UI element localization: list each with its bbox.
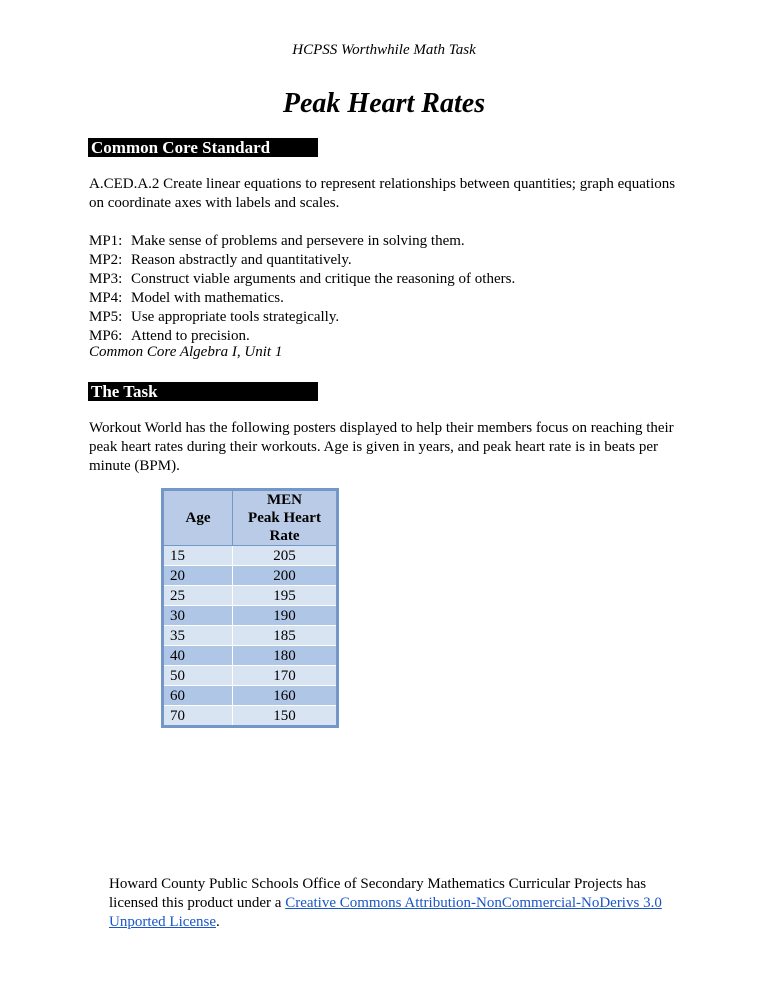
- practice-code: MP4:: [89, 290, 123, 306]
- table-row: [164, 566, 336, 586]
- rate-cell: 150: [233, 706, 337, 726]
- table-row: [164, 686, 336, 706]
- table-title: MEN: [267, 492, 302, 508]
- practice-text: Model with mathematics.: [131, 290, 284, 306]
- age-cell: 20: [164, 566, 233, 586]
- age-cell: 30: [164, 606, 233, 626]
- rate-cell: 190: [233, 606, 337, 626]
- standard-text: A.CED.A.2 Create linear equations to represent relationships between quantities; graph equations on coordinate axes with labels and scales.: [89, 176, 676, 211]
- practice-code: MP3:: [89, 271, 123, 287]
- age-cell: 60: [164, 686, 233, 706]
- section-heading-task: The Task: [88, 382, 318, 401]
- rate-cell: 170: [233, 666, 337, 686]
- rate-cell: 185: [233, 626, 337, 646]
- age-cell: 15: [164, 546, 233, 566]
- column-header-rate: MEN Peak Heart Rate: [233, 491, 337, 546]
- practice-text: Reason abstractly and quantitatively.: [131, 252, 352, 268]
- rate-cell: 160: [233, 686, 337, 706]
- running-header: HCPSS Worthwhile Math Task: [292, 42, 476, 58]
- table-row: [164, 626, 336, 646]
- rate-cell: 205: [233, 546, 337, 566]
- practice-text: Use appropriate tools strategically.: [131, 309, 340, 325]
- section-heading-standard: Common Core Standard: [88, 138, 318, 157]
- practice-text: Make sense of problems and persevere in solving them.: [131, 233, 465, 249]
- practice-text: Construct viable arguments and critique the reasoning of others.: [131, 271, 516, 287]
- practice-item: [89, 251, 689, 270]
- practice-code: MP2:: [89, 252, 123, 268]
- table-row: [164, 606, 336, 626]
- age-cell: 35: [164, 626, 233, 646]
- table-row: [164, 706, 336, 726]
- license-end: .: [216, 914, 220, 930]
- math-practices-list: [89, 232, 689, 346]
- column-header-age: Age: [164, 491, 233, 546]
- task-text: Workout World has the following posters displayed to help their members focus on reaching their peak heart rates during their workouts. Age is given in years, and peak heart rate is in beats per minute (BPM).: [89, 420, 674, 474]
- age-cell: 70: [164, 706, 233, 726]
- rate-cell: 195: [233, 586, 337, 606]
- practice-item: [89, 232, 689, 251]
- table-header-row: [164, 491, 336, 546]
- practice-item: [89, 308, 689, 327]
- license-link[interactable]: Creative Commons Attribution-NonCommercial-NoDerivs 3.0 Unported License: [109, 895, 662, 930]
- table-row: [164, 646, 336, 666]
- practice-item: [89, 270, 689, 289]
- rate-cell: 180: [233, 646, 337, 666]
- age-cell: 40: [164, 646, 233, 666]
- age-cell: 25: [164, 586, 233, 606]
- page-title: Peak Heart Rates: [282, 88, 486, 119]
- table-row: [164, 586, 336, 606]
- age-cell: 50: [164, 666, 233, 686]
- practice-code: MP5:: [89, 309, 123, 325]
- practice-code: MP1:: [89, 233, 123, 249]
- practice-text: Attend to precision.: [131, 328, 250, 344]
- table-row: [164, 546, 336, 566]
- heart-rate-table: [161, 488, 339, 728]
- license-text: Howard County Public Schools Office of Secondary Mathematics Curricular Projects has licensed this product under a: [109, 876, 647, 911]
- practice-code: MP6:: [89, 328, 123, 344]
- table-row: [164, 666, 336, 686]
- practice-item: [89, 289, 689, 308]
- rate-cell: 200: [233, 566, 337, 586]
- license-footer: [109, 875, 689, 932]
- unit-reference: Common Core Algebra I, Unit 1: [89, 344, 283, 360]
